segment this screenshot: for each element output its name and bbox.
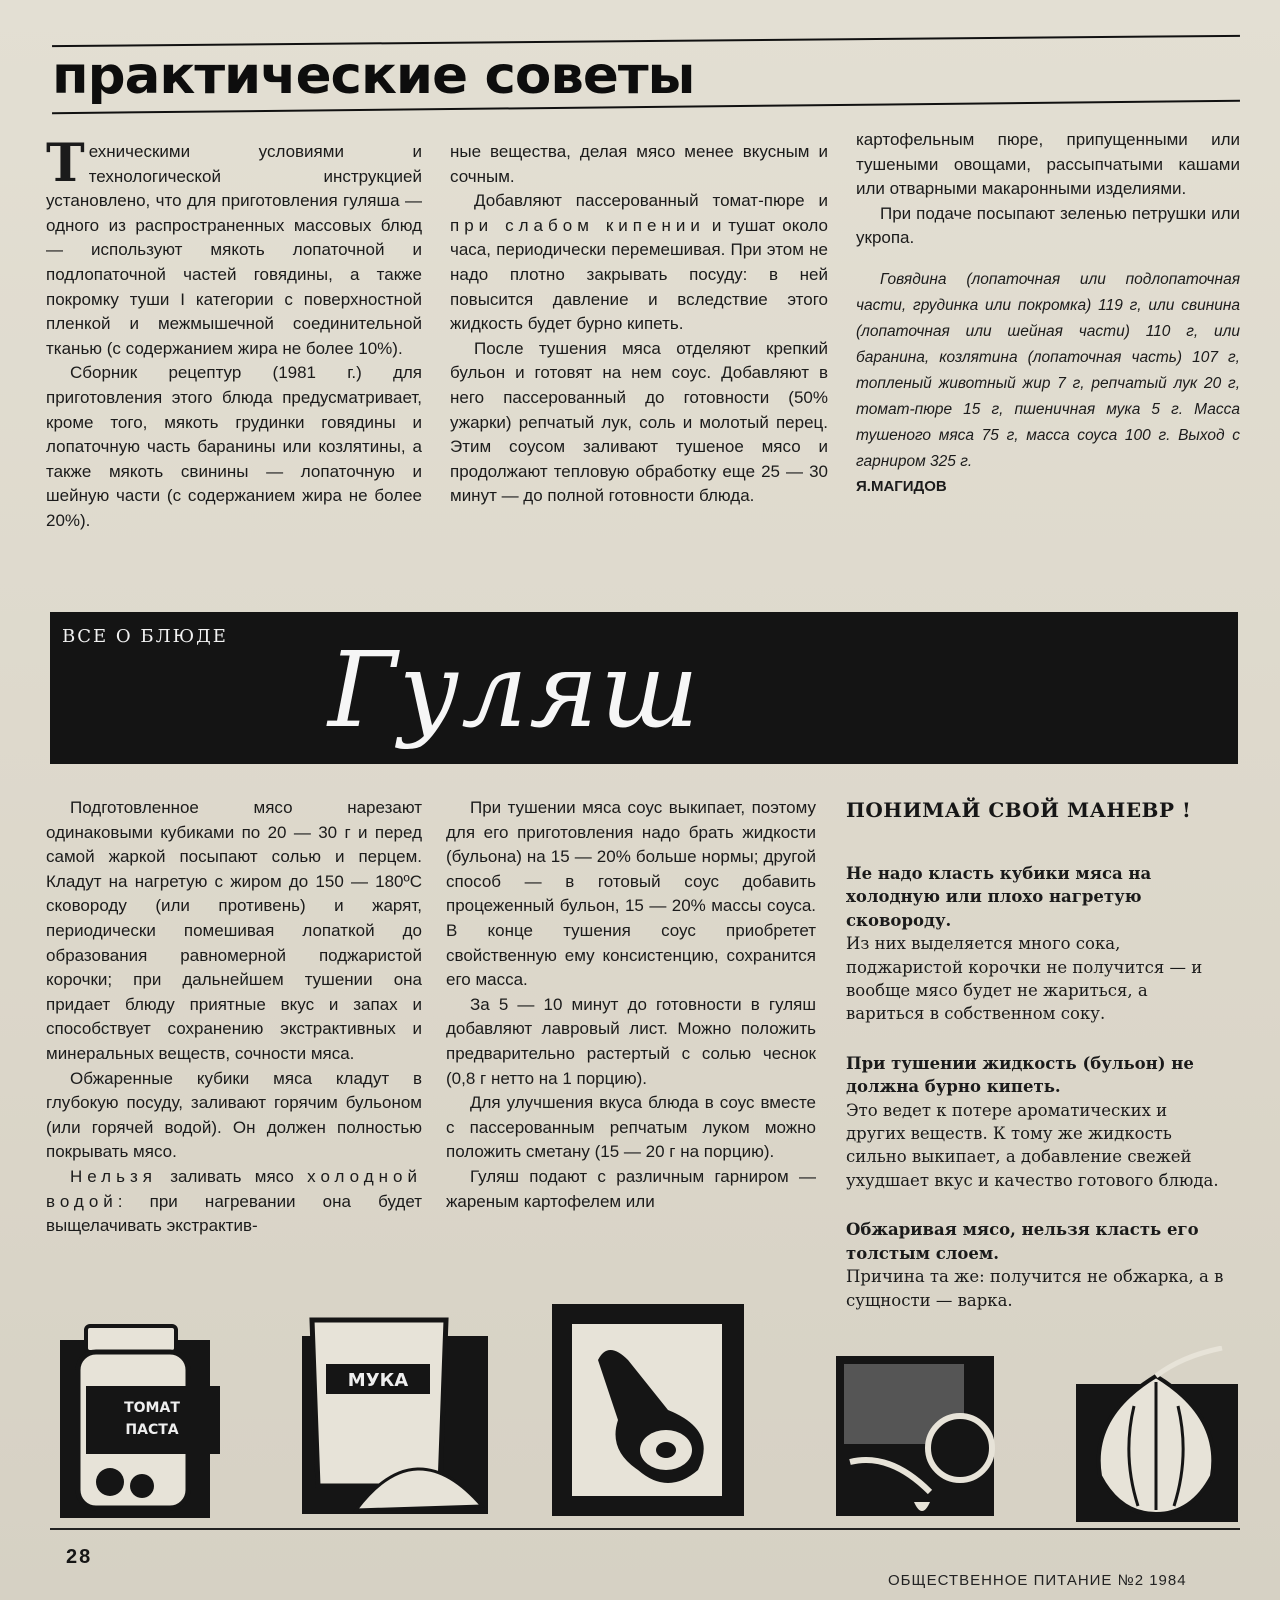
footer-rule [50,1528,1240,1530]
tip-3-heading: Обжаривая мясо, нельзя класть его толстым слоем. [846,1220,1199,1263]
article1-paragraph-6: картофельным пюре, припущенными или тушеными овощами, рассыпчатыми кашами или отварными макаронными изделиями. [856,130,1240,199]
tip-1-text: Из них выделяется много сока, поджаристой корочки не получится — и вообще мясо будет не жариться, а вариться в собственном соку. [846,934,1203,1024]
tips-sidebar [846,862,1230,1312]
article2-paragraph-2: Обжаренные кубики мяса кладут в глубокую посуду, заливают горячим бульоном (или горячей водой). Он должен полностью покрывать мясо. [46,1068,422,1162]
author-byline: Я.МАГИДОВ [856,477,947,495]
article2-paragraph-5: За 5 — 10 минут до готовности в гуляш добавляют лавровый лист. Можно положить предварительно растертый с солью чеснок (0,8 г нетто на 1 порцию). [446,994,816,1088]
tip-1-heading: Не надо класть кубики мяса на холодную или плохо нагретую сковороду. [846,864,1152,930]
banner-title: Гуляш [328,629,701,751]
sunflower-oil-icon [830,1352,1000,1524]
article1-column-1 [46,133,422,534]
journal-name: ОБЩЕСТВЕННОЕ ПИТАНИЕ №2 1984 [888,1572,1187,1589]
section-title: практические советы [52,46,695,106]
jar-label-2: ПАСТА [125,1422,179,1438]
article2-paragraph-1: Подготовленное мясо нарезают одинаковыми кубиками по 20 — 30 г и перед самой жаркой посыпают солью и перцем. Кладут на нагретую с жиром до 150 — 180ºС сковороду (или противень) и жарят, периодически помешивая лопаткой до образования равномерной поджаристой корочки; при дальнейшем тушении она придает блюду приятные вкус и запах и способствует сохранению экстрактивных и минеральных веществ, сочности мяса. [46,798,422,1063]
article1-paragraph-2: Сборник рецептур (1981 г.) для приготовления этого блюда предусматривает, кроме того, мякоть грудинки говядины и лопаточную часть баранины или козлятины, а также мякоть свинины — лопаточную и шейную части (с содержанием жира не более 20%). [46,363,422,530]
dish-banner [50,612,1238,764]
article1-paragraph-1: Техническими условиями и технологической инструкцией установлено, что для приготовления гуляша — одного из распространенных массовых блюд — используют мякоть лопаточной и подлопаточной частей говядины, а также покромку туши I категории с поверхностной пленкой и межмышечной соединительной тканью (с содержанием жира не более 10%). [46,133,422,358]
tomato-paste-jar-icon [56,1322,226,1522]
article2-paragraph-7: Гуляш подают с различным гарниром — жареным картофелем или [446,1166,816,1211]
onion-icon [1072,1346,1242,1526]
ham-icon [548,1300,748,1520]
tip-3-text: Причина та же: получится не обжарка, а в сущности — варка. [846,1267,1224,1310]
recipe-note: Говядина (лопаточная или подлопаточная части, грудинка или покромка) 119 г, или свинина (лопаточная или шейная части) 110 г, или баранина, козлятина (лопаточная часть) 107 г, топленый животный жир 7 г, репчатый лук 20 г, томат-пюре 15 г, пшеничная мука 5 г. Масса тушеного мяса 75 г, масса соуса 100 г. Выход с гарниром 325 г. [856,270,1240,470]
drop-cap: Т [46,133,85,194]
article1-paragraph-4: Добавляют пассерованный томат-пюре и при слабом кипении и тушат около часа, периодически перемешивая. При этом не надо плотно закрывать посуду: в ней повысится давление и вследствие этого жидкость будет бурно кипеть. [450,191,828,334]
article2-paragraph-4: При тушении мяса соус выкипает, поэтому для его приготовления надо брать жидкости (бульона) на 15 — 20% больше нормы; другой способ — в готовый соус добавить процеженный бульон, 15 — 20% массы соуса. В конце тушения соус приобретет свойственную ему консистенцию, сохранится его масса. [446,798,816,990]
banner-kicker: ВСЕ О БЛЮДЕ [62,626,228,647]
article1-paragraph-7: При подаче посыпают зеленью петрушки или укропа. [856,203,1240,248]
sack-label: МУКА [347,1370,409,1391]
article2-paragraph-3: Нельзя заливать мясо холодной водой: при нагревании она будет выщелачивать экстрактив- [46,1166,422,1236]
article2-paragraph-6: Для улучшения вкуса блюда в соус вместе с пассерованным репчатым луком можно положить сметану (15 — 20 г на порцию). [446,1093,816,1162]
article1-column-3 [856,128,1240,500]
flour-sack-icon [296,1310,496,1520]
article1-column-2 [450,140,828,509]
article2-column-1 [46,796,422,1239]
tip-2-text: Это ведет к потере ароматических и других веществ. К тому же жидкость сильно выкипает, а добавление свежей ухудшает вкус и качество готового блюда. [846,1100,1219,1190]
article2-column-2 [446,796,816,1214]
article1-paragraph-5: После тушения мяса отделяют крепкий бульон и готовят на нем соус. Добавляют в него пассерованный до готовности (50% ужарки) репчатый лук, соль и молотый перец. Этим соусом заливают тушеное мясо и продолжают тепловую обработку еще 25 — 30 минут — до полной готовности блюда. [450,338,828,506]
jar-label-1: ТОМАТ [124,1400,180,1416]
page-number: 28 [66,1546,93,1568]
article1-paragraph-3: ные вещества, делая мясо менее вкусным и сочным. [450,142,828,186]
sidebar-title: ПОНИМАЙ СВОЙ МАНЕВР ! [846,798,1192,822]
tip-2-heading: При тушении жидкость (бульон) не должна бурно кипеть. [846,1053,1194,1097]
